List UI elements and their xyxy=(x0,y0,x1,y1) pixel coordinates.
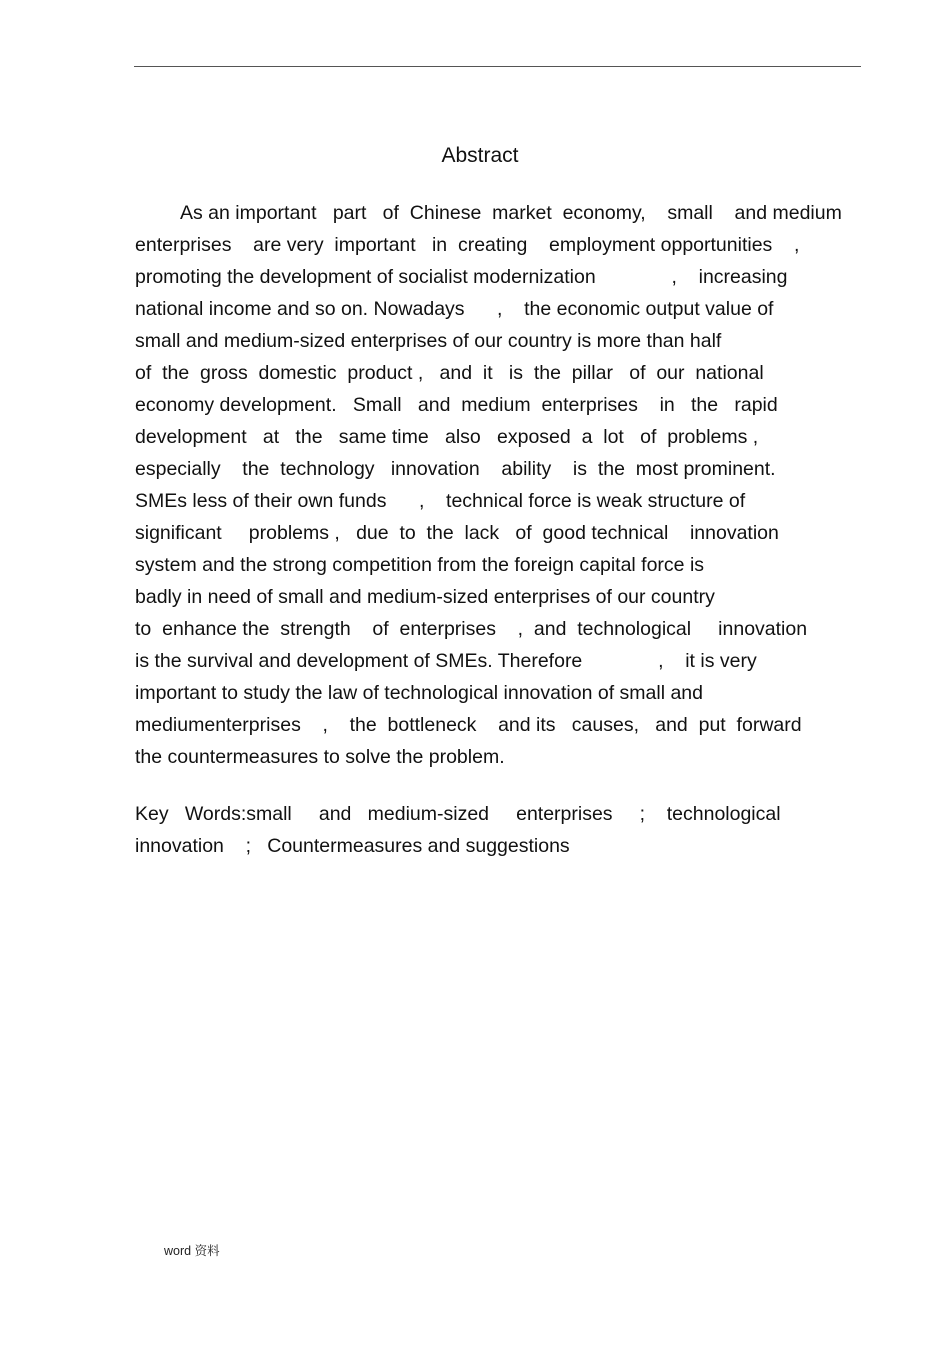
abstract-line: SMEs less of their own funds , technical force is weak structure of xyxy=(135,490,746,512)
keywords-line: innovation ; Countermeasures and suggestions xyxy=(135,835,570,857)
abstract-body xyxy=(135,199,875,775)
abstract-line: of the gross domestic product , and it is the pillar of our national xyxy=(135,362,764,384)
abstract-line: As an important part of Chinese market economy, small and medium xyxy=(180,202,842,224)
abstract-line: system and the strong competition from the foreign capital force is xyxy=(135,554,705,576)
abstract-line: enterprises are very important in creating employment opportunities , xyxy=(135,234,800,256)
abstract-line: the countermeasures to solve the problem. xyxy=(135,746,505,768)
header-rule xyxy=(134,66,861,67)
abstract-line: economy development. Small and medium enterprises in the rapid xyxy=(135,394,778,416)
abstract-line: development at the same time also exposed a lot of problems , xyxy=(135,426,759,448)
abstract-line: especially the technology innovation ability is the most prominent. xyxy=(135,458,776,480)
abstract-line: national income and so on. Nowadays , the economic output value of xyxy=(135,298,774,320)
abstract-line: small and medium-sized enterprises of our country is more than half xyxy=(135,330,722,352)
footer-label: word 资料 xyxy=(164,1244,220,1258)
keywords-block xyxy=(135,800,837,864)
abstract-line: important to study the law of technological innovation of small and xyxy=(135,682,703,704)
abstract-title: Abstract xyxy=(441,144,519,167)
keywords-line: Key Words:small and medium-sized enterprises ; technological xyxy=(135,803,781,825)
abstract-line: significant problems , due to the lack of good technical innovation xyxy=(135,522,779,544)
abstract-line: badly in need of small and medium-sized enterprises of our country xyxy=(135,586,715,608)
abstract-line: promoting the development of socialist modernization , increasing xyxy=(135,266,788,288)
abstract-line: to enhance the strength of enterprises , and technological innovation xyxy=(135,618,808,640)
abstract-line: mediumenterprises , the bottleneck and its causes, and put forward xyxy=(135,714,802,736)
abstract-line: is the survival and development of SMEs. Therefore , it is very xyxy=(135,650,757,672)
